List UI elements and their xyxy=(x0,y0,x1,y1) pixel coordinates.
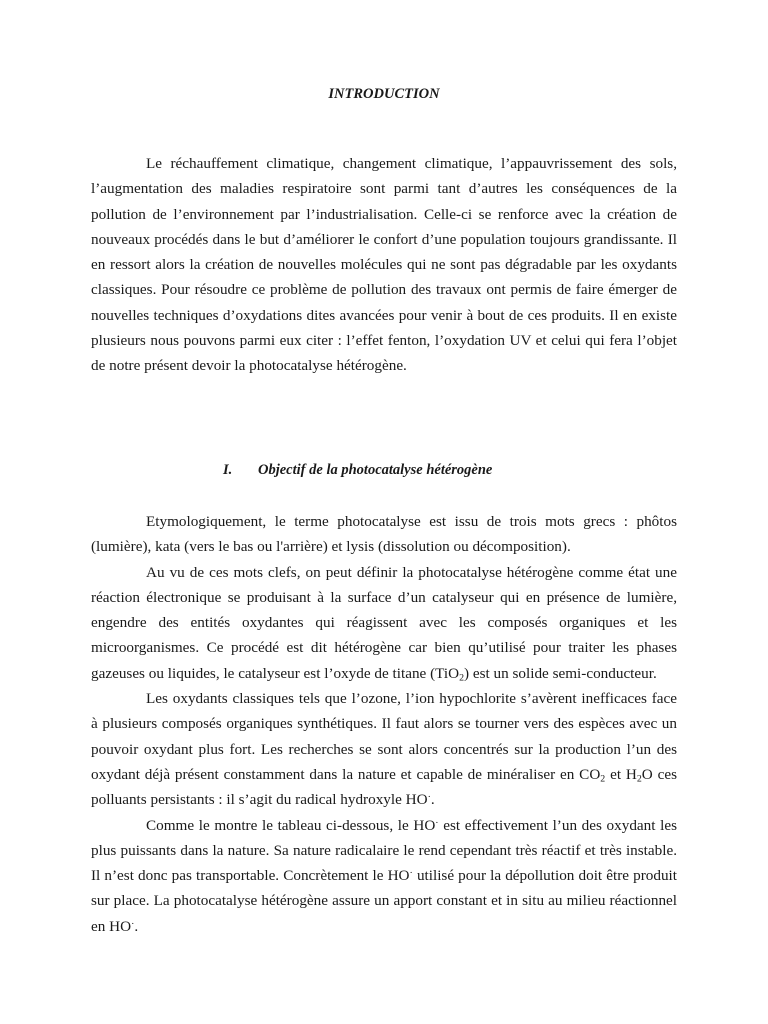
section-1-paragraph-2 xyxy=(91,560,677,686)
superscript: · xyxy=(131,918,135,930)
subscript: 2 xyxy=(600,773,606,785)
superscript: · xyxy=(435,817,439,829)
subscript: 2 xyxy=(636,773,642,785)
text-run: Comme le montre le tableau ci-dessous, le HO xyxy=(146,816,436,834)
text-run: . xyxy=(430,791,435,809)
text-run: et H xyxy=(605,765,637,783)
section-number: I. xyxy=(223,462,233,478)
section-1-paragraph-3 xyxy=(91,686,677,812)
superscript: · xyxy=(427,791,431,803)
subscript: 2 xyxy=(459,672,464,684)
page-title: INTRODUCTION xyxy=(328,86,440,102)
text-run: O ces polluants persistants : il s’agit du radical hydroxyle HO xyxy=(91,765,677,809)
section-title: Objectif de la photocatalyse hétérogène xyxy=(258,462,493,478)
text-run: Les oxydants classiques tels que l’ozone, l’ion hypochlorite s’avèrent inefficaces face à plusieurs composés organiques synthétiques. Il faut alors se tourner vers des espèces avec un pouvoir oxydant plus fort. Les recherches se sont alors concentrés sur la production l’un des oxydant déjà présent constamment dans la nature et capable de minéraliser en CO xyxy=(91,690,677,783)
superscript: · xyxy=(409,867,413,879)
section-1-body xyxy=(91,509,677,939)
text-run: utilisé pour la dépollution doit être produit sur place. La photocatalyse hétérogène assure un apport constant et in situ au milieu réactionnel en HO xyxy=(91,867,677,935)
section-1-paragraph-4 xyxy=(91,813,677,939)
section-1-paragraph-1: Etymologiquement, le terme photocatalyse est issu de trois mots grecs : phôtos (lumière), kata (vers le bas ou l'arrière) et lysis (dissolution ou décomposition). xyxy=(91,513,677,556)
intro-paragraph-1: Le réchauffement climatique, changement climatique, l’appauvrissement des sols, l’augmentation des maladies respiratoire sont parmi tant d’autres les conséquences de la pollution de l’environnement par l’industrialisation. Celle-ci se renforce avec la création de nouveaux procédés dans le but d’améliorer le confort d’une population toujours grandissante. Il en ressort alors la création de nouvelles molécules qui ne sont pas dégradable par les oxydants classiques. Pour résoudre ce problème de pollution des travaux ont permis de faire émerger de nouvelles techniques d’oxydations dites avancées pour venir à bout de ces produits. Il en existe plusieurs nous pouvons parmi eux citer : l’effet fenton, l’oxydation UV et celui qui fera l’objet de notre présent devoir la photocatalyse hétérogène. xyxy=(91,155,677,375)
text-run: Au vu de ces mots clefs, on peut définir la photocatalyse hétérogène comme état une réaction électronique se produisant à la surface d’un catalyseur qui en présence de lumière, engendre des entités oxydantes qui réagissent avec les composés organiques et les microorganismes. Ce procédé est dit hétérogène car bien qu’utilisé pour traiter les phases gazeuses ou liquides, le catalyseur est l’oxyde de titane (TiO xyxy=(91,563,677,682)
text-run: . xyxy=(134,917,139,935)
text-run: ) est un solide semi-conducteur. xyxy=(464,664,657,682)
text-run: est effectivement l’un des oxydant les plus puissants dans la nature. Sa nature radicalaire le rend cependant très réactif et très instable. Il n’est donc pas transportable. Concrètement le HO xyxy=(91,816,677,885)
introduction-body xyxy=(91,151,677,379)
